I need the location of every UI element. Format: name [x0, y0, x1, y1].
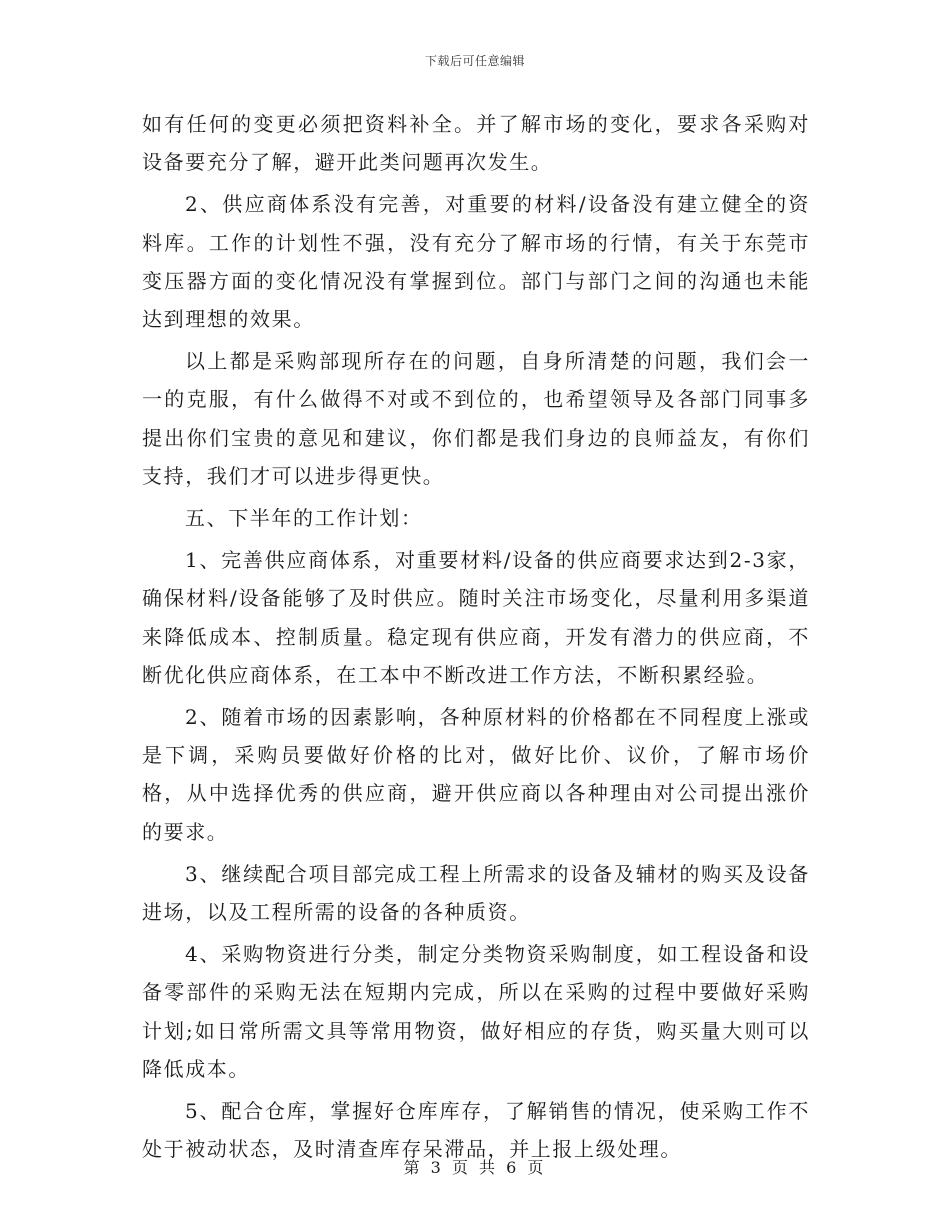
- paragraph-continuation: 如有任何的变更必须把资料补全。并了解市场的变化，要求各采购对设备要充分了解，避开此类问题再次发生。: [142, 112, 810, 175]
- paragraph-summary: 以上都是采购部现所存在的问题，自身所清楚的问题，我们会一一的克服，有什么做得不对或不到位的，也希望领导及各部门同事多提出你们宝贵的意见和建议，你们都是我们身边的良师益友，有你们支持，我们才可以进步得更快。: [142, 349, 810, 488]
- paragraph-plan-2: 2、随着市场的因素影响，各种原材料的价格都在不同程度上涨或是下调，采购员要做好价格的比对，做好比价、议价，了解市场价格，从中选择优秀的供应商，避开供应商以各种理由对公司提出涨价的要求。: [142, 705, 810, 844]
- paragraph-plan-3: 3、继续配合项目部完成工程上所需求的设备及辅材的购买及设备进场，以及工程所需的设备的各种质资。: [142, 861, 810, 925]
- section-heading-plan: 五、下半年的工作计划：: [185, 506, 423, 531]
- document-body: [142, 105, 810, 1172]
- paragraph-supplier-issue: 2、供应商体系没有完善，对重要的材料/设备没有建立健全的资料库。工作的计划性不强，没有充分了解市场的行情，有关于东莞市变压器方面的变化情况没有掌握到位。部门与部门之间的沟通也未能达到理想的效果。: [142, 192, 810, 332]
- paragraph-plan-5: 5、配合仓库，掌握好仓库库存，了解销售的情况，使采购工作不处于被动状态，及时清查库存呆滞品，并上报上级处理。: [142, 1099, 810, 1162]
- page-number: 第 3 页 共 6 页: [403, 1158, 547, 1177]
- paragraph-plan-4: 4、采购物资进行分类，制定分类物资采购制度，如工程设备和设备零部件的采购无法在短期内完成，所以在采购的过程中要做好采购计划;如日常所需文具等常用物资，做好相应的存货，购买量大则可以降低成本。: [142, 942, 810, 1081]
- paragraph-plan-1: 1、完善供应商体系，对重要材料/设备的供应商要求达到2-3家，确保材料/设备能够了及时供应。随时关注市场变化，尽量利用多渠道来降低成本、控制质量。稳定现有供应商，开发有潜力的供应商，不断优化供应商体系，在工本中不断改进工作方法，不断积累经验。: [142, 548, 810, 687]
- page-header-note: 下载后可任意编辑: [424, 54, 525, 68]
